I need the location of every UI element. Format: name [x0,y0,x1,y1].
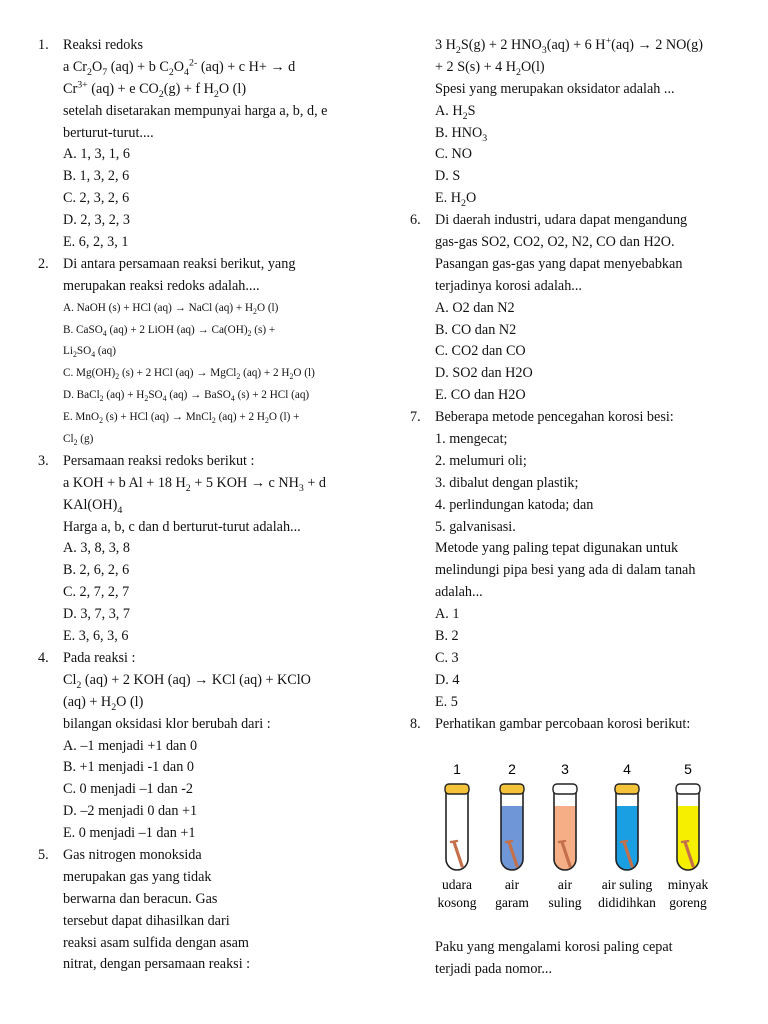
line-text: E. 3, 6, 3, 6 [63,628,129,645]
text-line [410,166,750,188]
line-text: Di daerah industri, udara dapat mengandung [435,212,688,229]
tube-liquid [501,806,523,870]
line-text: adalah... [435,584,483,601]
line-text: bilangan oksidasi klor berubah dari : [63,715,271,732]
line-text: A. 1 [435,606,460,623]
question-line [410,210,750,232]
text-line [410,959,750,981]
text-line [410,604,750,626]
line-text: berturut-turut.... [63,124,154,141]
line-text: C. 2, 7, 2, 7 [63,584,130,601]
text-line [38,604,398,626]
text-line [38,801,398,823]
text-line [38,954,398,976]
line-text: 3 $H_2S(g) + 2$ $HNO_3(aq) + 6$ H+(aq) → 2 NO(g) [435,35,703,56]
nail-head-icon [621,841,627,842]
line-text: Gas nitrogen monoksida [63,846,202,863]
line-text: reaksi asam sulfida dengan asam [63,934,249,951]
text-line [410,560,750,582]
text-line [38,276,398,298]
line-text: B. +1 menjadi -1 dan 0 [63,759,194,776]
line-text: C. 3 [435,649,459,666]
line-text: E. CO dan H2O [435,387,526,404]
tube-stopper [553,784,577,794]
line-text: + 2 S(s) + 4 $H_2O(l)$ [435,58,545,78]
line-text: B. CaSO$_4$ (aq) + 2 LiOH $(aq) \to Ca(OH)_2$ (s) + [63,323,276,338]
line-text: Metode yang paling tepat digunakan untuk [435,540,679,557]
text-line [38,407,398,429]
text-line [410,538,750,560]
line-text: D. –2 menjadi 0 dan +1 [63,803,198,820]
question-number: 7. [410,409,421,426]
tube-liquid [616,806,638,870]
tube-stopper [500,784,524,794]
line-text: 4. perlindungan katoda; dan [435,496,594,513]
right-column [410,35,750,736]
text-line [38,889,398,911]
line-text: berwarna dan beracun. Gas [63,890,218,907]
line-text: gas-gas SO2, CO2, O2, N2, CO dan H2O. [435,234,675,251]
question-number: 4. [38,649,49,666]
text-line [38,144,398,166]
line-text: $Li_2SO_4$ (aq) [63,345,116,360]
text-line [38,867,398,889]
tube-label-top: air [504,877,520,892]
line-text: E. $H_2O$ [435,190,477,210]
line-text: 3. dibalut dengan plastik; [435,474,579,491]
text-line [38,298,398,320]
line-text: Beberapa metode pencegahan korosi besi: [435,409,674,426]
line-text: Paku yang mengalami korosi paling cepat [435,939,673,955]
question-line [38,35,398,57]
line-text: C. 0 menjadi –1 dan -2 [63,781,194,798]
nail-head-icon [506,841,512,842]
question-line [38,648,398,670]
text-line [410,79,750,101]
tube-liquid [554,806,576,870]
line-text: tersebut dapat dihasilkan dari [63,912,230,929]
text-line [410,35,750,57]
text-line [38,714,398,736]
tube-liquid [677,806,699,870]
text-line [38,341,398,363]
question-line [410,714,750,736]
line-text: Spesi yang merupakan oksidator adalah ... [435,80,675,97]
line-text: B. CO dan N2 [435,321,517,338]
text-line [38,495,398,517]
text-line [38,517,398,539]
text-line [410,517,750,539]
line-text: melindungi pipa besi yang ada di dalam tanah [435,562,696,579]
line-text: merupakan gas yang tidak [63,868,212,885]
line-text: $Cl_2$ (g) [63,433,94,448]
line-text: $Cr^{3+}$ (aq) + e $CO_2(g) + f$ $H_2O$ (l) [63,79,247,100]
line-text: Perhatikan gambar percobaan korosi berikut: [435,715,691,732]
tube-number: 5 [684,761,692,777]
line-text: E. 5 [435,693,458,710]
text-line [38,166,398,188]
text-line [410,692,750,714]
line-text: B. $HNO_3$ [435,124,488,144]
text-line [410,495,750,517]
text-line [38,736,398,758]
text-line [410,276,750,298]
text-line [38,363,398,385]
question-number: 6. [410,212,421,229]
tube-number: 4 [623,761,631,777]
test-tube [446,792,468,870]
text-line [410,648,750,670]
line-text: a $Cr_2O_7$ (aq) + b $C_2O_4^{2-}$ (aq) + c H+ → d [63,57,296,78]
text-line [410,473,750,495]
line-text: Pasangan gas-gas yang dapat menyebabkan [435,255,683,272]
line-text: a KOH + b Al + 18 $H_2 + 5$ KOH → c $NH_3 + d$ [63,474,327,494]
text-line [38,560,398,582]
text-line [410,320,750,342]
line-text: $KAl(OH)_4$ [63,496,123,516]
text-line [410,363,750,385]
tube-label-top: udara [442,877,472,892]
line-text: B. 1, 3, 2, 6 [63,168,130,185]
text-line [38,57,398,79]
question-number: 2. [38,255,49,272]
question-line [38,451,398,473]
line-text: B. 2, 6, 2, 6 [63,562,130,579]
tube-label-top: air suling [601,877,653,892]
question-number: 8. [410,715,421,732]
text-line [38,538,398,560]
nail-head-icon [451,841,457,842]
text-line [410,232,750,254]
line-text: D. 3, 7, 3, 7 [63,606,130,623]
line-text: C. NO [435,146,473,163]
line-text: C. $Mg(OH)_2$ (s) + 2 HCl (aq) → MgCl$_2$ (aq) + 2 $H_2O$ (l) [63,367,315,382]
tube-number: 1 [453,761,461,777]
text-line [38,188,398,210]
question-line [38,254,398,276]
line-text: Persamaan reaksi redoks berikut : [63,452,255,469]
line-text: D. 2, 3, 2, 3 [63,212,130,229]
nail-icon [454,842,462,866]
question-line [410,407,750,429]
line-text: E. MnO$_2$ (s) + HCl (aq) → MnCl$_2$ (aq) + 2 $H_2O$ (l) + [63,411,300,426]
question-number: 3. [38,452,49,469]
text-line [38,911,398,933]
question-number: 1. [38,37,49,53]
line-text: E. 6, 2, 3, 1 [63,234,129,251]
text-line [38,320,398,342]
tube-label-bottom: suling [548,895,582,910]
line-text: A. 1, 3, 1, 6 [63,146,130,163]
text-line [38,692,398,714]
tube-number: 3 [561,761,569,777]
tube-label-bottom: goreng [669,895,707,910]
line-text: C. 2, 3, 2, 6 [63,190,130,207]
text-line [410,144,750,166]
tube-label-bottom: garam [495,895,529,910]
text-line [38,101,398,123]
tube-label-top: air [557,877,573,892]
corrosion-experiment-figure [434,758,724,913]
tube-number: 2 [508,761,516,777]
text-line [38,670,398,692]
text-line [410,937,750,959]
line-text: terjadi pada nomor... [435,960,553,977]
text-line [38,626,398,648]
line-text: $(aq) + H_2O$ (l) [63,693,144,713]
text-line [410,582,750,604]
line-text: A. O2 dan N2 [435,299,515,316]
line-text: A. $H_2S$ [435,102,476,122]
text-line [410,298,750,320]
left-column [38,35,398,976]
line-text: B. 2 [435,628,459,645]
line-text: $Cl_2$ (aq) + 2 KOH (aq) → KCl (aq) + KClO [63,671,311,691]
text-line [410,101,750,123]
line-text: D. SO2 dan H2O [435,365,533,382]
tube-stopper [676,784,700,794]
tube-stopper [445,784,469,794]
text-line [38,79,398,101]
tube-label-bottom: kosong [437,895,477,910]
line-text: Pada reaksi : [63,649,136,666]
text-line [410,188,750,210]
line-text: merupakan reaksi redoks adalah.... [63,277,260,294]
line-text: Reaksi redoks [63,37,143,53]
text-line [38,210,398,232]
nail-head-icon [559,841,565,842]
text-line [410,57,750,79]
line-text: Di antara persamaan reaksi berikut, yang [63,255,296,272]
question-line [38,845,398,867]
line-text: D. 4 [435,671,460,688]
text-line [410,670,750,692]
line-text: 2. melumuri oli; [435,452,527,469]
line-text: C. CO2 dan CO [435,343,526,360]
line-text: A. 3, 8, 3, 8 [63,540,130,557]
text-line [38,123,398,145]
text-line [38,933,398,955]
text-line [410,429,750,451]
nail-head-icon [682,841,688,842]
text-line [410,626,750,648]
text-line [410,254,750,276]
line-text: nitrat, dengan persamaan reaksi : [63,956,251,973]
text-line [410,385,750,407]
text-line [410,451,750,473]
line-text: D. BaCl$_2$ $(aq) + H_2SO_4$ (aq) → BaSO$_4$ (s) + 2 HCl (aq) [63,389,310,404]
text-line [38,232,398,254]
text-line [38,823,398,845]
text-line [410,123,750,145]
tube-label-top: minyak [667,877,709,892]
line-text: Harga a, b, c dan d berturut-turut adalah... [63,518,301,535]
text-line [38,473,398,495]
line-text: D. S [435,168,461,185]
text-line [410,341,750,363]
tube-stopper [615,784,639,794]
text-line [38,582,398,604]
tube-label-bottom: dididihkan [598,895,656,910]
question-8-prompt [410,937,750,981]
line-text: A. –1 menjadi +1 dan 0 [63,737,198,754]
text-line [38,757,398,779]
question-number: 5. [38,846,49,863]
line-text: 1. mengecat; [435,431,508,448]
line-text: setelah disetarakan mempunyai harga a, b, d, e [63,102,328,119]
line-text: 5. galvanisasi. [435,518,516,535]
text-line [38,385,398,407]
text-line [38,429,398,451]
line-text: terjadinya korosi adalah... [435,277,582,294]
line-text: A. NaOH (s) + HCl (aq) → NaCl $(aq) + H_2O$ (l) [63,301,279,316]
line-text: E. 0 menjadi –1 dan +1 [63,825,196,842]
text-line [38,779,398,801]
